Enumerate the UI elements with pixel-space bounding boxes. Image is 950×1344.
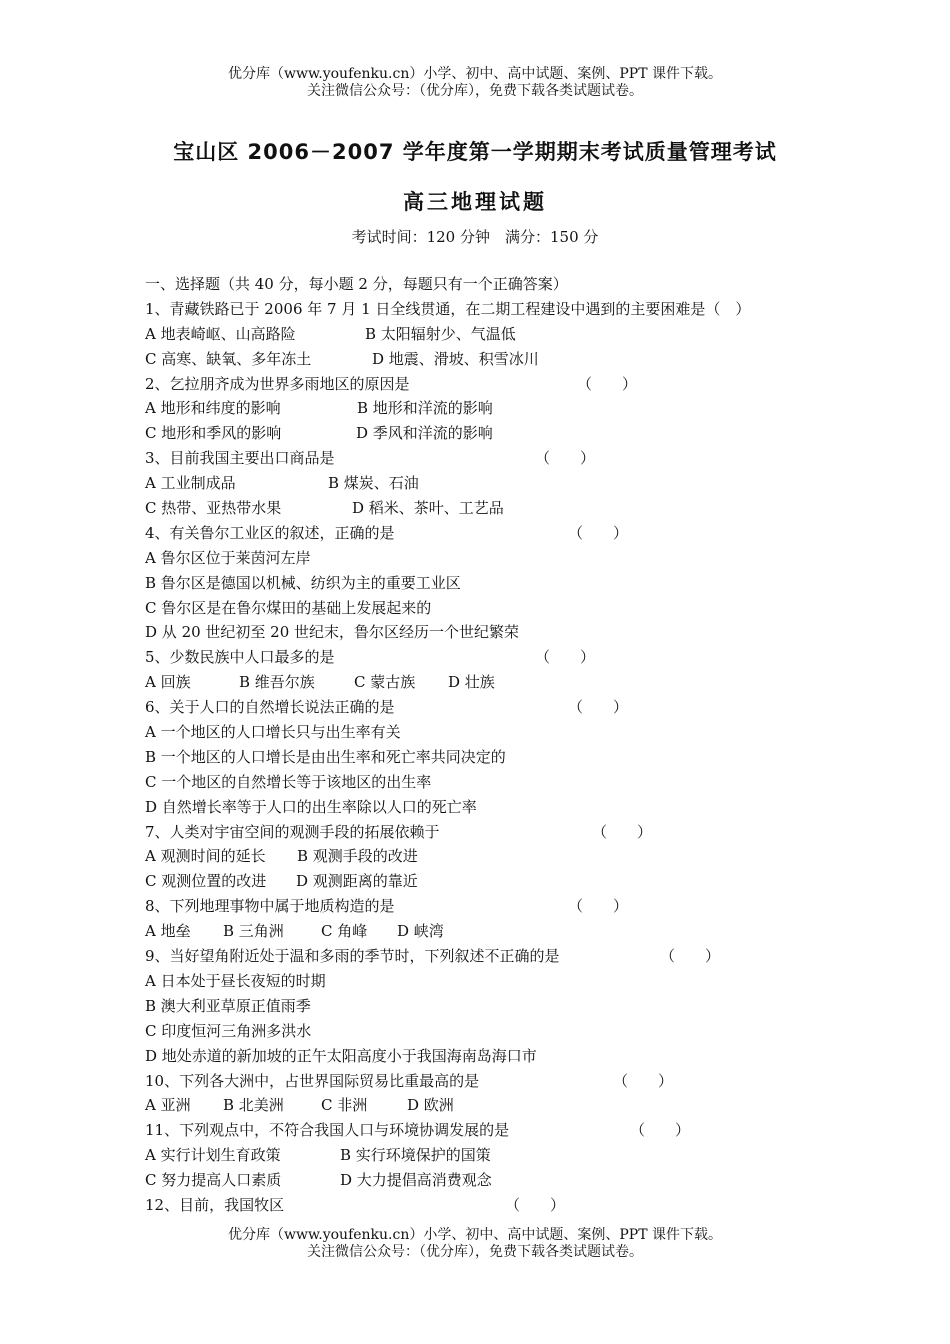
option: A 回族 — [145, 673, 191, 692]
question-line — [145, 1193, 845, 1218]
page-footer — [0, 1227, 950, 1261]
header-line-2: 关注微信公众号：（优分库），免费下载各类试题试卷。 — [307, 83, 643, 99]
question-stem: 8、下列地理事物中属于地质构造的是 — [145, 897, 395, 916]
question-line — [145, 1069, 845, 1094]
option: A 一个地区的人口增长只与出生率有关 — [145, 723, 401, 742]
option-row — [145, 670, 845, 695]
option: B 地形和洋流的影响 — [357, 399, 493, 418]
question-line — [145, 645, 845, 670]
option: B 澳大利亚草原正值雨季 — [145, 996, 311, 1015]
option: C 热带、亚热带水果 — [145, 499, 282, 518]
option: D 大力提倡高消费观念 — [340, 1171, 492, 1190]
answer-bracket: （ ） — [568, 698, 629, 717]
question-line — [145, 521, 845, 546]
option: B 鲁尔区是德国以机械、纺织为主的重要工业区 — [145, 573, 461, 592]
question-line — [145, 820, 845, 845]
section-heading: 一、选择题（共 40 分，每小题 2 分，每题只有一个正确答案） — [145, 275, 568, 293]
answer-bracket: （ ） — [535, 648, 596, 667]
option: A 地形和纬度的影响 — [145, 399, 281, 418]
option: D 地震、滑坡、积雪冰川 — [372, 349, 539, 368]
option: B 维吾尔族 — [239, 673, 315, 692]
answer-bracket: （ ） — [592, 822, 653, 841]
question-stem: 12、目前，我国牧区 — [145, 1195, 285, 1214]
option-row — [145, 1093, 845, 1118]
option: C 鲁尔区是在鲁尔煤田的基础上发展起来的 — [145, 598, 432, 617]
option: A 观测时间的延长 — [145, 847, 266, 866]
question-stem: 2、乞拉朋齐成为世界多雨地区的原因是 — [145, 374, 410, 393]
answer-bracket: （ ） — [660, 947, 721, 966]
exam-title: 宝山区 2006－2007 学年度第一学期期末考试质量管理考试 — [173, 140, 777, 164]
option-row — [145, 869, 845, 894]
option: C 非洲 — [321, 1096, 368, 1115]
question-line — [145, 695, 845, 720]
question-line — [145, 372, 845, 397]
option: B 三角洲 — [223, 922, 284, 941]
option: A 鲁尔区位于莱茵河左岸 — [145, 548, 311, 567]
option: A 地垒 — [145, 922, 191, 941]
option: D 观测距离的靠近 — [296, 872, 418, 891]
option: A 地表崎岖、山高路险 — [145, 324, 296, 343]
answer-bracket: （ ） — [577, 374, 638, 393]
question-stem: 5、少数民族中人口最多的是 — [145, 648, 335, 667]
page-header — [0, 66, 950, 100]
option-row — [145, 396, 845, 421]
option: C 一个地区的自然增长等于该地区的出生率 — [145, 772, 432, 791]
question-stem: 6、关于人口的自然增长说法正确的是 — [145, 698, 395, 717]
option: D 稻米、茶叶、工艺品 — [352, 499, 504, 518]
option: A 实行计划生育政策 — [145, 1146, 281, 1165]
option: B 观测手段的改进 — [297, 847, 418, 866]
option: C 观测位置的改进 — [145, 872, 267, 891]
answer-bracket: （ ） — [613, 1071, 674, 1090]
question-stem: 11、下列观点中，不符合我国人口与环境协调发展的是 — [145, 1121, 510, 1140]
option: D 季风和洋流的影响 — [356, 424, 493, 443]
option: C 蒙古族 — [354, 673, 416, 692]
option-row — [145, 919, 845, 944]
answer-bracket: （ ） — [535, 449, 596, 468]
option-row — [145, 347, 845, 372]
answer-bracket: （ ） — [505, 1195, 566, 1214]
question-stem: 10、下列各大洲中，占世界国际贸易比重最高的是 — [145, 1071, 480, 1090]
option: C 地形和季风的影响 — [145, 424, 282, 443]
answer-bracket: （ ） — [568, 523, 629, 542]
question-stem: 9、当好望角附近处于温和多雨的季节时，下列叙述不正确的是 — [145, 947, 560, 966]
question-stem: 4、有关鲁尔工业区的叙述，正确的是 — [145, 523, 395, 542]
option: B 实行环境保护的国策 — [340, 1146, 491, 1165]
option: D 欧洲 — [407, 1096, 454, 1115]
question-stem: 1、青藏铁路已于 2006 年 7 月 1 日全线贯通，在二期工程建设中遇到的主要困难是（ ） — [145, 299, 751, 318]
footer-line-1: 优分库（www.youfenku.cn）小学、初中、高中试题、案例、PPT 课件下载。 — [227, 1227, 722, 1243]
option: C 高寒、缺氧、多年冻土 — [145, 349, 312, 368]
footer-line-2: 关注微信公众号：（优分库），免费下载各类试题试卷。 — [307, 1244, 643, 1260]
exam-info: 考试时间：120 分钟 满分：150 分 — [351, 228, 599, 246]
option: D 从 20 世纪初至 20 世纪末，鲁尔区经历一个世纪繁荣 — [145, 623, 520, 642]
question-line — [145, 446, 845, 471]
option: A 日本处于昼长夜短的时期 — [145, 971, 326, 990]
option-row — [145, 496, 845, 521]
option-row — [145, 844, 845, 869]
option: D 地处赤道的新加坡的正午太阳高度小于我国海南岛海口市 — [145, 1046, 537, 1065]
option-row — [145, 1143, 845, 1168]
option-row — [145, 1168, 845, 1193]
question-stem: 3、目前我国主要出口商品是 — [145, 449, 335, 468]
option: B 北美洲 — [223, 1096, 284, 1115]
option: D 壮族 — [448, 673, 495, 692]
option: A 亚洲 — [145, 1096, 191, 1115]
question-body — [145, 272, 845, 1218]
question-line — [145, 894, 845, 919]
question-stem: 7、人类对宇宙空间的观测手段的拓展依赖于 — [145, 822, 440, 841]
option: A 工业制成品 — [145, 474, 236, 493]
option: D 自然增长率等于人口的出生率除以人口的死亡率 — [145, 797, 477, 816]
question-line — [145, 1118, 845, 1143]
option-row — [145, 322, 845, 347]
answer-bracket: （ ） — [630, 1121, 691, 1140]
option: B 太阳辐射少、气温低 — [365, 324, 516, 343]
option-row — [145, 421, 845, 446]
option: B 煤炭、石油 — [328, 474, 419, 493]
option: D 峡湾 — [397, 922, 444, 941]
option: C 印度恒河三角洲多洪水 — [145, 1021, 312, 1040]
answer-bracket: （ ） — [568, 897, 629, 916]
option: C 角峰 — [321, 922, 368, 941]
question-line — [145, 944, 845, 969]
option: C 努力提高人口素质 — [145, 1171, 282, 1190]
option-row — [145, 471, 845, 496]
exam-subtitle: 高三地理试题 — [403, 190, 547, 214]
option: B 一个地区的人口增长是由出生率和死亡率共同决定的 — [145, 747, 506, 766]
header-line-1: 优分库（www.youfenku.cn）小学、初中、高中试题、案例、PPT 课件下载。 — [227, 66, 722, 82]
